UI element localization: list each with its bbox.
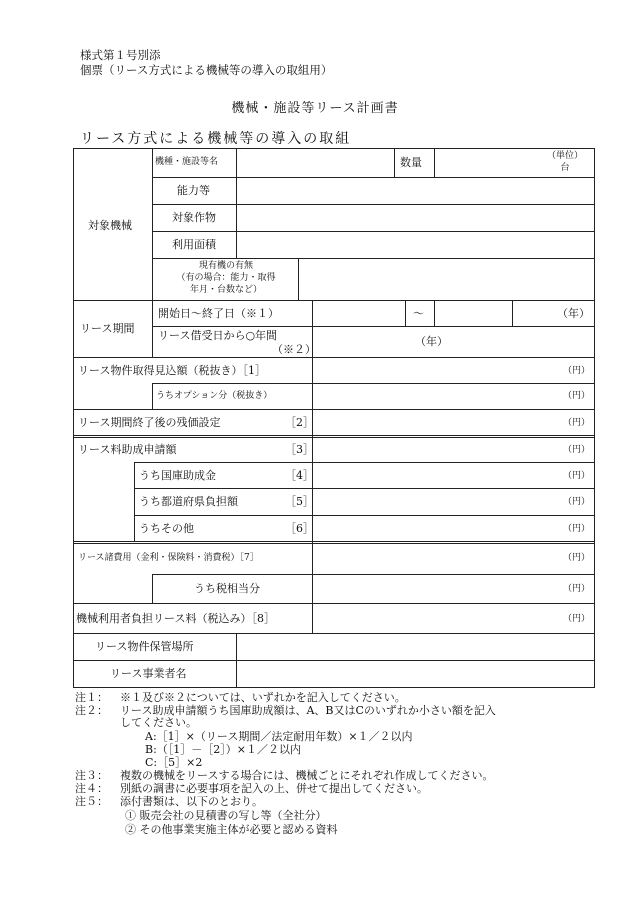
- note-5: 添付書類は、以下のとおり。: [120, 795, 263, 808]
- yen-unit: （円）: [562, 391, 590, 401]
- note-2-cont: してください。: [120, 716, 197, 729]
- note-2: リース助成申請額うち国庫助成額は、A、B又はCのいずれか小さい額を記入: [120, 704, 496, 717]
- note-3-label: 注３：: [75, 769, 108, 782]
- yen-unit: （円）: [562, 497, 590, 507]
- other-label: うちその他: [139, 522, 194, 535]
- page-title: 機械・施設等リース計画書: [231, 101, 399, 116]
- subsidy-number: ［3］: [285, 443, 314, 456]
- prefecture-share-label: うち都道府県負担額: [139, 495, 238, 508]
- yen-unit: （円）: [562, 584, 590, 594]
- year-unit-label-2: （年）: [415, 335, 448, 348]
- prefecture-share-number: ［5］: [285, 495, 314, 508]
- existing-machine-label-2: （有の場合：能力・取得: [176, 273, 276, 283]
- capacity-label: 能力等: [177, 184, 210, 197]
- unit-value: 台: [560, 163, 570, 173]
- note-5-label: 注５：: [75, 795, 108, 808]
- subsidy-label: リース料助成申請額: [78, 443, 177, 456]
- acquisition-label: リース物件取得見込額（税抜き）［1］: [78, 364, 266, 377]
- quantity-label: 数量: [400, 156, 422, 169]
- operator-label: リース事業者名: [110, 667, 187, 680]
- note-2-formula-a: A:［1］×（リース期間／法定耐用年数）×１／２以内: [145, 730, 413, 743]
- tax-label: うち税相当分: [194, 582, 260, 595]
- yen-unit: （円）: [562, 524, 590, 534]
- yen-unit: （円）: [562, 445, 590, 455]
- yen-unit: （円）: [562, 418, 590, 428]
- option-label: うちオプション分（税抜き）: [156, 391, 273, 401]
- existing-machine-label-1: 現有機の有無: [198, 261, 253, 271]
- user-fee-label: 機械利用者負担リース料（税込み）［8］: [76, 612, 275, 625]
- existing-machine-label-3: 年月・台数など）: [189, 285, 262, 295]
- lease-period-label: リース期間: [80, 322, 135, 335]
- note-5-item-1: ① 販売会社の見積書の写し等（全社分）: [125, 809, 327, 822]
- note-1-label: 注１：: [75, 691, 108, 704]
- from-lease-label: リース借受日から○年間: [158, 329, 278, 342]
- expenses-label: リース諸費用（金利・保険料・消費税）［7］: [78, 553, 259, 563]
- unit-label: （単位）: [546, 151, 583, 161]
- note-2-formula-c: C:［5］×2: [145, 756, 203, 769]
- note-3: 複数の機械をリースする場合には、機械ごとにそれぞれ作成してください。: [120, 769, 494, 782]
- yen-unit: （円）: [562, 553, 590, 563]
- yen-unit: （円）: [562, 471, 590, 481]
- yen-unit: （円）: [562, 366, 590, 376]
- usage-area-label: 利用面積: [172, 238, 216, 251]
- note-2-label: 注２：: [75, 704, 108, 717]
- national-subsidy-number: ［4］: [285, 469, 314, 482]
- form-subtitle: 個票（リース方式による機械等の導入の取組用）: [80, 63, 333, 77]
- location-label: リース物件保管場所: [95, 640, 194, 653]
- target-crop-label: 対象作物: [172, 211, 216, 224]
- yen-unit: （円）: [562, 614, 590, 624]
- tilde-mark: ～: [413, 307, 424, 320]
- section-heading: リース方式による機械等の導入の取組: [80, 131, 352, 147]
- note-5-item-2: ② その他事業実施主体が必要と認める資料: [125, 823, 338, 836]
- year-unit-label: （年）: [557, 307, 590, 320]
- form-number: 様式第１号別添: [80, 48, 161, 62]
- national-subsidy-label: うち国庫助成金: [139, 469, 216, 482]
- from-lease-note: （※２）: [272, 343, 316, 356]
- target-machine-label: 対象機械: [88, 219, 132, 232]
- residual-number: ［2］: [285, 416, 314, 429]
- note-4: 別紙の調書に必要事項を記入の上、併せて提出してください。: [120, 782, 428, 795]
- machine-name-label: 機種・施設等名: [155, 157, 219, 167]
- note-4-label: 注４：: [75, 782, 108, 795]
- residual-label: リース期間終了後の残価設定: [78, 416, 221, 429]
- start-end-label: 開始日～終了日（※１）: [158, 307, 279, 320]
- note-1: ※１及び※２については、いずれかを記入してください。: [120, 691, 406, 704]
- other-number: ［6］: [285, 522, 314, 535]
- note-2-formula-b: B:（［1］－［2］）×１／２以内: [145, 743, 302, 756]
